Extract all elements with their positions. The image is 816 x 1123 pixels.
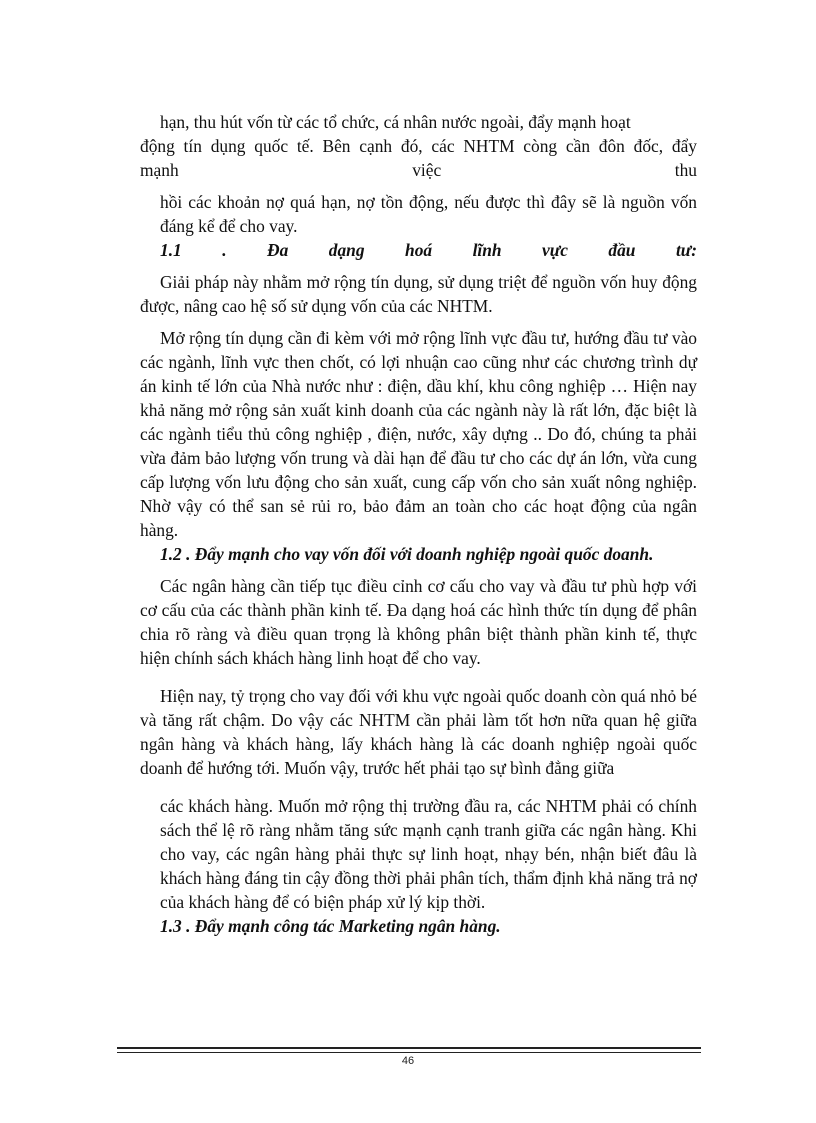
page-number: 46: [401, 1055, 415, 1067]
heading-1-1: 1.1 . Đa dạng hoá lĩnh vực đầu tư:: [160, 240, 697, 260]
paragraph-continued-1c: mạnh việc thu: [140, 160, 697, 180]
paragraph-customers: các khách hàng. Muốn mở rộng thị trường đầu ra, các NHTM phải có chính sách thể lệ rõ ràng nhằm tăng sức mạnh cạnh tranh giữa các ngân hàng. Khi cho vay, các ngân hàng phải thực sự linh hoạt, nhạy bén, nhận biết đâu là khách hàng đáng tin cậy đồng thời phải phân tích, thẩm định khả năng trả nợ của khách hàng để có biện pháp xử lý kịp thời.: [160, 796, 697, 912]
document-body: [140, 110, 697, 938]
paragraph-non-state-share: Hiện nay, tỷ trọng cho vay đối với khu vực ngoài quốc doanh còn quá nhỏ bé và tăng rất chậm. Do vậy các NHTM cần phải làm tốt hơn nữa quan hệ giữa ngân hàng và khách hàng, lấy khách hàng là các doanh nghiệp ngoài quốc doanh để hướng tới. Muốn vậy, trước hết phải tạo sự bình đẳng giữa: [140, 686, 697, 778]
paragraph-continued-1a: hạn, thu hút vốn từ các tổ chức, cá nhân nước ngoài, đẩy mạnh hoạt: [160, 112, 631, 132]
paragraph-diversify: Giải pháp này nhằm mở rộng tín dụng, sử dụng triệt để nguồn vốn huy động được, nâng cao hệ số sử dụng vốn của các NHTM.: [140, 272, 697, 316]
paragraph-continued-1b: động tín dụng quốc tế. Bên cạnh đó, các NHTM còng cần đôn đốc, đẩy: [140, 136, 697, 156]
footer-rule-thin: [117, 1052, 701, 1053]
heading-1-2: 1.2 . Đẩy mạnh cho vay vốn đối với doanh nghiệp ngoài quốc doanh.: [160, 544, 654, 564]
paragraph-expand-credit: Mở rộng tín dụng cần đi kèm với mở rộng lĩnh vực đầu tư, hướng đầu tư vào các ngành, lĩnh vực then chốt, có lợi nhuận cao cũng như các chương trình dự án kinh tế lớn của Nhà nước như : điện, dầu khí, khu công nghiệp … Hiện nay khả năng mở rộng sản xuất kinh doanh của các ngành này là rất lớn, đặc biệt là các ngành tiểu thủ công nghiệp , điện, nước, xây dựng .. Do đó, chúng ta phải vừa đảm bảo lượng vốn trung và dài hạn để đầu tư cho các dự án lớn, vừa cung cấp lượng vốn lưu động cho sản xuất, cung cấp vốn cho sản xuất nông nghiệp. Nhờ vậy có thể san sẻ rủi ro, bảo đảm an toàn cho các hoạt động của ngân hàng.: [140, 328, 697, 540]
heading-1-3: 1.3 . Đẩy mạnh công tác Marketing ngân hàng.: [160, 916, 501, 936]
footer-rule-thick: [117, 1047, 701, 1049]
paragraph-loan-structure: Các ngân hàng cần tiếp tục điều cỉnh cơ cấu cho vay và đầu tư phù hợp với cơ cấu của các thành phần kinh tế. Đa dạng hoá các hình thức tín dụng để phân chia rõ ràng và điều quan trọng là không phân biệt thành phần kinh tế, thực hiện chính sách khách hàng linh hoạt để cho vay.: [140, 576, 697, 668]
paragraph-continued-2: hồi các khoản nợ quá hạn, nợ tồn động, nếu được thì đây sẽ là nguồn vốn đáng kể để cho vay.: [160, 192, 697, 236]
